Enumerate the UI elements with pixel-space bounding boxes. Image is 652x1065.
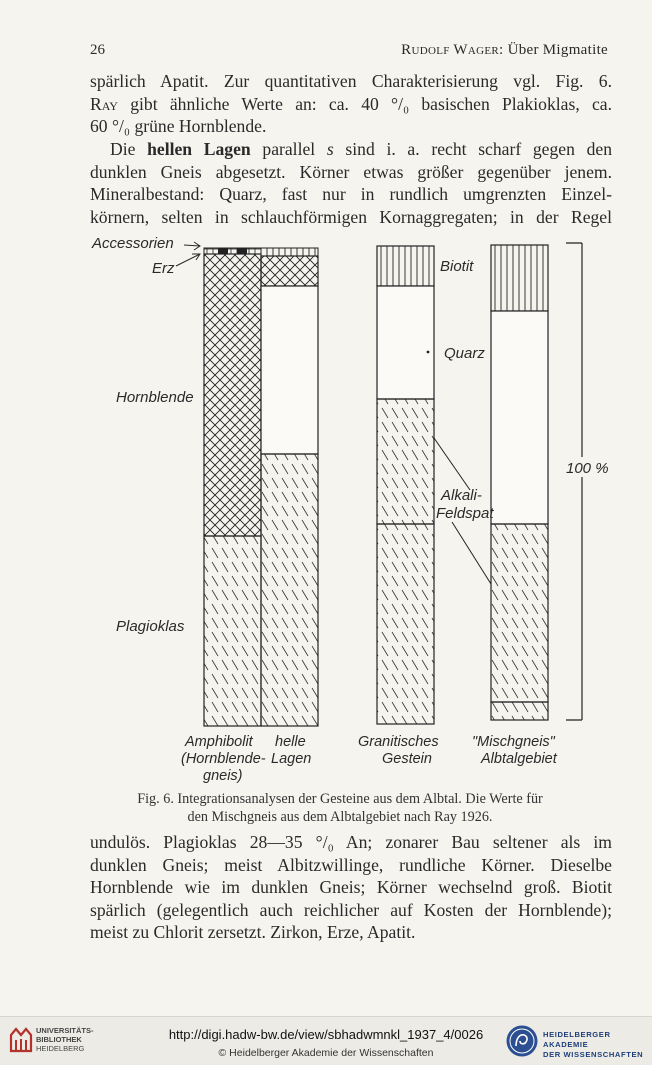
leader-alkali-left xyxy=(434,438,470,490)
text-line: meist zu Chlorit zersetzt. Zirkon, Erze, Apatit. xyxy=(90,922,416,943)
title-rest: Über Migmatite xyxy=(507,42,608,58)
academy-name-line: DER WISSENSCHAFTEN xyxy=(543,1050,644,1059)
label-accessorien: Accessorien xyxy=(92,235,174,252)
column-caption-albtalgebiet: Albtalgebiet xyxy=(481,751,557,767)
text-line: Hornblende wie im dunklen Gneis; Körner wechselnd groß. Biotit xyxy=(90,877,612,898)
text-line xyxy=(90,138,612,161)
label-quarz: Quarz xyxy=(444,345,485,362)
text-line: dunklen Gneis abgesetzt. Körner etwas größer gegenüber jenem. xyxy=(90,161,612,182)
paragraph-2 xyxy=(90,138,612,228)
segment-quarz xyxy=(261,286,318,454)
label-erz: Erz xyxy=(152,260,175,277)
bar-granitisches-gestein xyxy=(377,246,434,724)
text-line: spärlich Apatit. Zur quantitativen Charakterisierung vgl. Fig. 6. xyxy=(90,71,612,91)
viewer-footer xyxy=(0,1016,652,1065)
bar-helle-lagen xyxy=(261,248,318,726)
column-caption-mischgneis: "Mischgneis" xyxy=(472,734,555,750)
text-line: körnern, selten in schlauchförmigen Kornaggregaten; in der Regel xyxy=(90,206,612,227)
academy-name-line: HEIDELBERGER AKADEMIE xyxy=(543,1030,611,1049)
scale-bar-100-percent xyxy=(566,243,582,720)
column-caption-lagen: Lagen xyxy=(271,751,312,767)
column-caption-amphibolit-2: (Hornblende- xyxy=(181,751,266,767)
segment-biotit xyxy=(491,245,548,311)
bar-mischgneis xyxy=(491,245,548,720)
academy-name xyxy=(543,1030,652,1060)
figure-6-diagram xyxy=(85,232,615,788)
bar-amphibolit xyxy=(204,248,261,726)
running-title xyxy=(401,42,608,59)
italic-term: s xyxy=(326,139,334,159)
library-name-line: HEIDELBERG xyxy=(36,1044,85,1053)
segment-accessorien xyxy=(204,248,261,254)
column-caption-gestein: Gestein xyxy=(382,751,432,767)
page-number: 26 xyxy=(90,42,105,58)
academy-seal-icon xyxy=(505,1024,539,1058)
running-header xyxy=(90,42,608,64)
segment-alkalifeldspat xyxy=(377,399,434,524)
title-separator: : xyxy=(499,42,504,58)
label-100-percent: 100 % xyxy=(566,460,609,477)
segment-erz-mark xyxy=(237,248,247,254)
arrow-erz xyxy=(176,254,200,266)
text-line: undulös. Plagioklas 28—35 °/₀ An; zonarer Bau seltener als im xyxy=(90,832,612,852)
segment-plagioklas xyxy=(491,524,548,702)
figure-caption xyxy=(60,790,620,826)
segment-biotit xyxy=(261,248,318,256)
segment-plagioklas xyxy=(204,536,261,726)
caption-line: Fig. 6. Integrationsanalysen der Gesteine aus dem Albtal. Die Werte für xyxy=(137,791,543,807)
author-name: Rudolf Wager xyxy=(401,42,500,58)
author-ref: Ray xyxy=(90,93,118,114)
label-alkali: Alkali- xyxy=(441,487,482,504)
text-span: gibt ähnliche Werte an: ca. 40 °/₀ basischen Plakioklas, ca. xyxy=(117,93,612,114)
column-caption-granitisches: Granitisches xyxy=(358,734,439,750)
text-span: parallel xyxy=(250,139,327,159)
text-span: Die xyxy=(110,139,148,159)
arrow-accessorien xyxy=(184,242,200,250)
text-line: dunklen Gneis; meist Albitzwillinge, rundliche Körner. Dieselbe xyxy=(90,854,612,875)
column-caption-helle: helle xyxy=(275,734,306,750)
library-name-line: UNIVERSITÄTS- xyxy=(36,1026,94,1035)
text-line xyxy=(90,93,612,116)
segment-plagioklas xyxy=(261,454,318,726)
label-plagioklas: Plagioklas xyxy=(116,618,185,635)
segment-quarz xyxy=(377,286,434,399)
leader-alkali-right xyxy=(452,522,491,584)
text-line: spärlich (gelegentlich auch reichlicher auf Kosten der Hornblende); xyxy=(90,899,612,920)
column-caption-amphibolit: Amphibolit xyxy=(185,734,253,750)
column-caption-amphibolit-3: gneis) xyxy=(203,768,243,784)
text-line: Mineralbestand: Quarz, fast nur in rundlich umgrenzten Einzel- xyxy=(90,184,612,205)
text-line: 60 °/₀ grüne Hornblende. xyxy=(90,116,267,137)
quarz-dot xyxy=(427,351,430,354)
segment-erz-mark xyxy=(218,248,228,254)
bold-term: hellen Lagen xyxy=(147,139,251,159)
label-biotit: Biotit xyxy=(440,258,474,275)
paragraph-3 xyxy=(90,831,612,944)
segment-accessorien xyxy=(491,702,548,720)
segment-quarz xyxy=(491,311,548,524)
label-feldspat: Feldspat xyxy=(436,505,494,522)
label-hornblende: Hornblende xyxy=(116,389,194,406)
segment-plagioklas xyxy=(377,524,434,724)
text-span: sind i. a. recht scharf gegen den xyxy=(333,139,612,159)
segment-hornblende xyxy=(261,256,318,286)
segment-hornblende xyxy=(204,254,261,536)
caption-line: den Mischgneis aus dem Albtalgebiet nach Ray 1926. xyxy=(187,809,493,825)
paragraph-1 xyxy=(90,70,612,138)
segment-biotit xyxy=(377,246,434,286)
library-name-line: BIBLIOTHEK xyxy=(36,1035,82,1044)
permalink-url[interactable]: http://digi.hadw-bw.de/view/sbhadwmnkl_1937_4/0026 xyxy=(168,1027,484,1042)
copyright-notice: © Heidelberger Akademie der Wissenschaften xyxy=(218,1047,434,1059)
